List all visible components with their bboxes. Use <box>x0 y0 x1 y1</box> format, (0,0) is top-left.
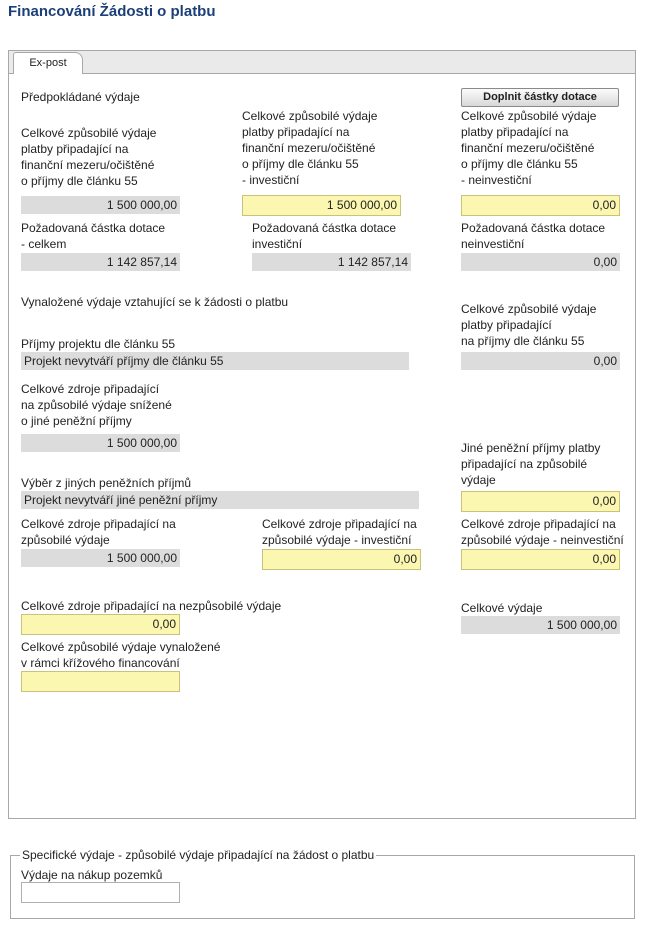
sources-label: Celkové zdroje připadající na způsobilé výdaje <box>21 517 176 547</box>
requested-noninvestment-label: Požadovaná částka dotace neinvestiční <box>461 221 606 251</box>
eligible-income-field: 0,00 <box>461 352 620 370</box>
other-income-label: Jiné peněžní příjmy platby připadající na způsobilé výdaje <box>461 441 601 487</box>
eligible-expenses-noninvestment-input[interactable]: 0,00 <box>461 195 620 216</box>
reduced-sources-field: 1 500 000,00 <box>21 434 180 452</box>
requested-noninvestment-field: 0,00 <box>461 253 620 271</box>
income-art55-field: Projekt nevytváří příjmy dle článku 55 <box>21 352 409 370</box>
requested-investment-field: 1 142 857,14 <box>252 253 411 271</box>
eligible-expenses-noninvestment-label: Celkové způsobilé výdaje platby připadající na finanční mezeru/očištěné o příjmy dle článku 55 - neinvestiční <box>461 109 597 187</box>
other-income-select-label: Výběr z jiných peněžních příjmů <box>21 476 192 490</box>
cross-financing-input[interactable] <box>21 671 180 692</box>
page-title: Financování Žádosti o platbu <box>8 3 216 20</box>
tab-bar <box>9 51 635 74</box>
other-income-select[interactable]: Projekt nevytváří jiné peněžní příjmy <box>21 491 419 509</box>
land-purchase-label: Výdaje na nákup pozemků <box>21 868 163 882</box>
tab-ex-post[interactable]: Ex-post <box>13 52 83 74</box>
cross-financing-label: Celkové způsobilé výdaje vynaložené v rámci křížového financování <box>21 640 221 670</box>
sources-investment-label: Celkové zdroje připadající na způsobilé výdaje - investiční <box>262 517 417 547</box>
expected-expenses-heading: Předpokládané výdaje <box>21 90 140 104</box>
sources-investment-input[interactable]: 0,00 <box>262 549 421 570</box>
eligible-expenses-investment-label: Celkové způsobilé výdaje platby připadající na finanční mezeru/očištěné o příjmy dle článku 55 - investiční <box>242 109 378 187</box>
eligible-expenses-investment-input[interactable]: 1 500 000,00 <box>242 195 401 216</box>
eligible-income-label: Celkové způsobilé výdaje platby připadající na příjmy dle článku 55 <box>461 302 597 348</box>
other-income-input[interactable]: 0,00 <box>461 491 620 512</box>
fill-subsidy-button[interactable]: Doplnit částky dotace <box>461 88 619 107</box>
income-art55-label: Příjmy projektu dle článku 55 <box>21 337 176 351</box>
ineligible-sources-label: Celkové zdroje připadající na nezpůsobilé výdaje <box>21 599 282 613</box>
reduced-sources-label: Celkové zdroje připadající na způsobilé výdaje snížené o jiné peněžní příjmy <box>21 382 172 428</box>
specific-expenses-legend: Specifické výdaje - způsobilé výdaje připadající na žádost o platbu <box>22 848 375 862</box>
sources-noninvestment-label: Celkové zdroje připadající na způsobilé výdaje - neinvestiční <box>461 517 624 547</box>
requested-total-label: Požadovaná částka dotace - celkem <box>21 221 166 251</box>
total-expenses-field: 1 500 000,00 <box>461 616 620 634</box>
requested-investment-label: Požadovaná částka dotace investiční <box>252 221 397 251</box>
eligible-expenses-field: 1 500 000,00 <box>21 196 180 214</box>
eligible-expenses-label: Celkové způsobilé výdaje platby připadající na finanční mezeru/očištěné o příjmy dle článku 55 <box>21 126 157 188</box>
sources-field: 1 500 000,00 <box>21 549 180 567</box>
incurred-expenses-heading: Vynaložené výdaje vztahující se k žádosti o platbu <box>21 295 289 309</box>
sources-noninvestment-input[interactable]: 0,00 <box>461 549 620 570</box>
land-purchase-input[interactable] <box>21 882 180 903</box>
total-expenses-label: Celkové výdaje <box>461 601 543 615</box>
requested-total-field: 1 142 857,14 <box>21 253 180 271</box>
ineligible-sources-input[interactable]: 0,00 <box>21 614 180 635</box>
